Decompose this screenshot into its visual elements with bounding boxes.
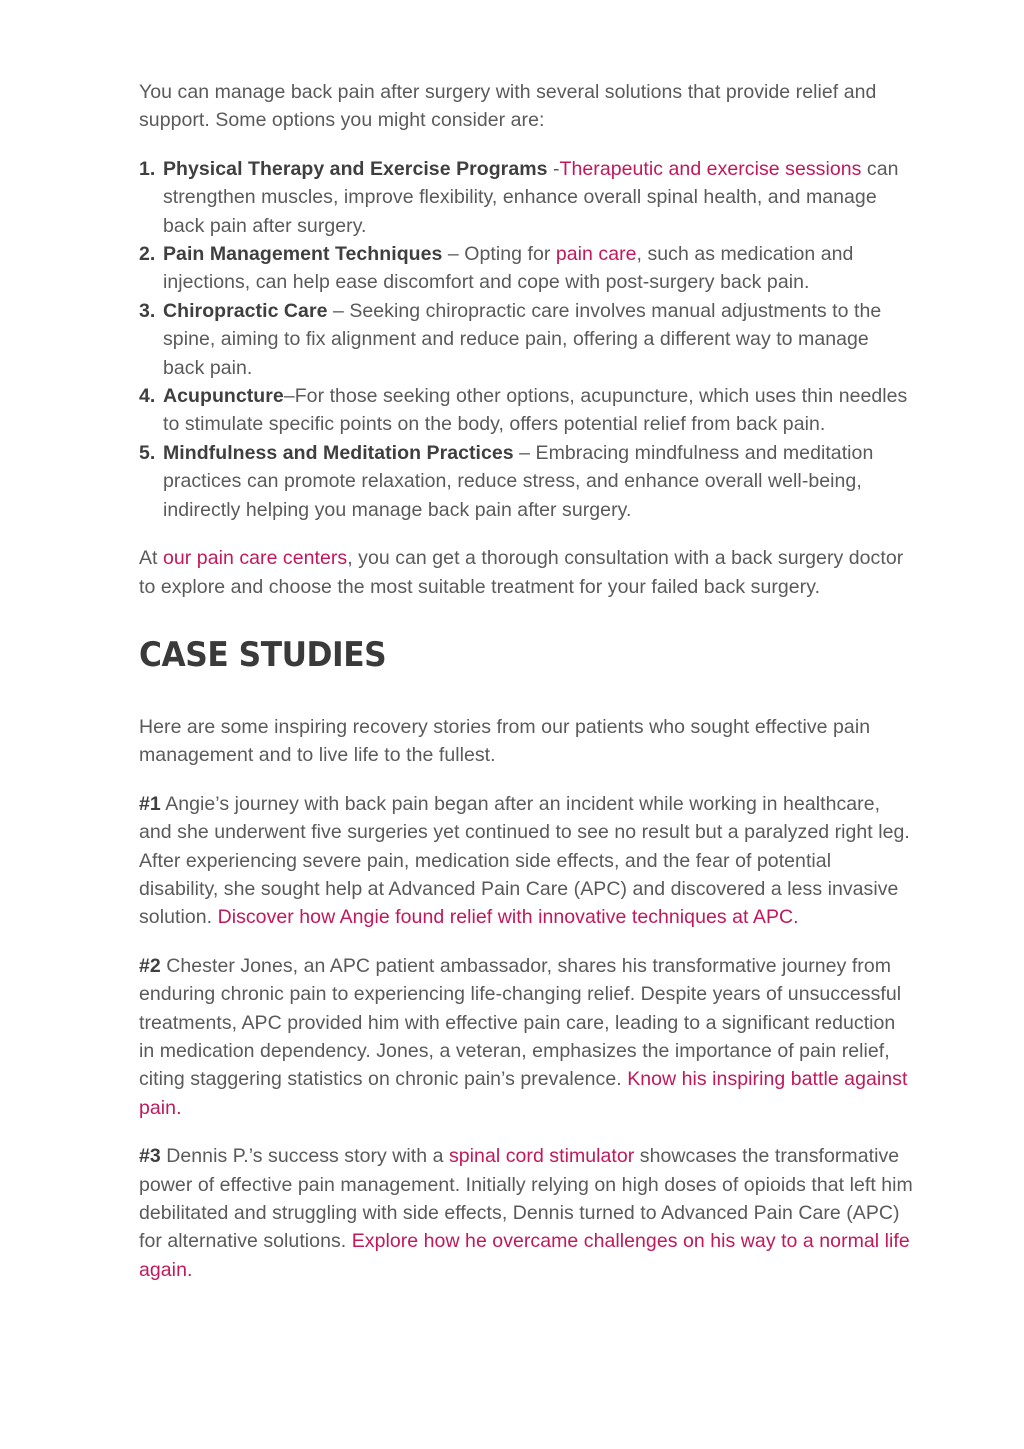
case-tag: #2 bbox=[139, 954, 161, 977]
list-item bbox=[139, 297, 914, 382]
list-number: 2. bbox=[139, 243, 156, 266]
treatment-options-list bbox=[139, 155, 914, 524]
option-text: – Seeking chiropractic care involves manual adjustments to the spine, aiming to fix alignment and reduce pain, offering a different way to manage back pain. bbox=[163, 299, 882, 379]
list-number: 5. bbox=[139, 441, 156, 464]
chester-story-link[interactable]: Know his inspiring battle against pain bbox=[139, 1068, 908, 1119]
option-title: Acupuncture bbox=[163, 385, 284, 408]
list-number: 4. bbox=[139, 385, 156, 408]
list-number: 1. bbox=[139, 157, 156, 180]
case-study-1 bbox=[139, 790, 914, 932]
case-study-2 bbox=[139, 952, 914, 1122]
link-period: . bbox=[793, 906, 799, 929]
option-text-before: – Opting for bbox=[442, 243, 556, 266]
centers-text-after: , you can get a thorough consultation with a back surgery doctor to explore and choose the most suitable treatment for your failed back surgery. bbox=[139, 547, 904, 598]
centers-text-before: At bbox=[139, 547, 163, 570]
pain-care-centers-link[interactable]: our pain care centers bbox=[163, 547, 348, 570]
option-text: –For those seeking other options, acupuncture, which uses thin needles to stimulate specific points on the body, offers potential relief from back pain. bbox=[163, 385, 908, 436]
case-text: Angie’s journey with back pain began after an incident while working in healthcare, and she underwent five surgeries yet continued to see no result but a paralyzed right leg. After experiencing severe pain, medication side effects, and the fear of potential disability, she sought help at Advanced Pain Care (APC) and discovered a less invasive solution. bbox=[139, 792, 910, 929]
list-item bbox=[139, 439, 914, 524]
case-studies-heading: CASE STUDIES bbox=[139, 634, 387, 675]
case-tag: #3 bbox=[139, 1145, 161, 1168]
list-item bbox=[139, 382, 914, 439]
option-title: Mindfulness and Meditation Practices bbox=[163, 441, 514, 464]
case-studies-section bbox=[139, 713, 914, 1284]
option-text: – Embracing mindfulness and meditation practices can promote relaxation, reduce stress, and enhance overall well-being, indirectly helping you manage back pain after surgery. bbox=[163, 441, 874, 521]
case-tag: #1 bbox=[139, 792, 161, 815]
article-content bbox=[139, 78, 914, 1284]
list-item bbox=[139, 155, 914, 240]
therapeutic-sessions-link[interactable]: Therapeutic and exercise sessions bbox=[559, 157, 862, 180]
option-title: Pain Management Techniques bbox=[163, 243, 443, 266]
pain-care-link[interactable]: pain care bbox=[555, 243, 637, 266]
case-study-3 bbox=[139, 1142, 914, 1284]
dennis-story-link[interactable]: Explore how he overcame challenges on his way to a normal life again bbox=[139, 1230, 910, 1281]
option-title: Chiropractic Care bbox=[163, 299, 328, 322]
option-text: can strengthen muscles, improve flexibility, enhance overall spinal health, and manage back pain after surgery. bbox=[163, 157, 899, 237]
option-title: Physical Therapy and Exercise Programs bbox=[163, 157, 548, 180]
link-period: . bbox=[176, 1096, 182, 1119]
list-number: 3. bbox=[139, 299, 156, 322]
case-text: showcases the transformative power of effective pain management. Initially relying on high doses of opioids that left him debilitated and struggling with side effects, Dennis turned to Advanced Pain Care (APC) for alternative solutions. bbox=[139, 1145, 913, 1253]
case-text: Chester Jones, an APC patient ambassador, shares his transformative journey from enduring chronic pain to experiencing life-changing relief. Despite years of unsuccessful treatments, APC provided him with effective pain care, leading to a significant reduction in medication dependency. Jones, a veteran, emphasizes the importance of pain relief, citing staggering statistics on chronic pain’s prevalence. bbox=[139, 954, 902, 1091]
angie-story-link[interactable]: Discover how Angie found relief with innovative techniques at APC bbox=[217, 906, 794, 929]
case-studies-intro: Here are some inspiring recovery stories from our patients who sought effective pain management and to live life to the fullest. bbox=[139, 715, 871, 767]
option-text: , such as medication and injections, can help ease discomfort and cope with post-surgery back pain. bbox=[163, 243, 854, 294]
intro-paragraph: You can manage back pain after surgery with several solutions that provide relief and support. Some options you might consider are: bbox=[139, 81, 877, 132]
list-item bbox=[139, 240, 914, 297]
centers-paragraph bbox=[139, 544, 914, 601]
link-period: . bbox=[186, 1258, 193, 1281]
spinal-cord-stimulator-link[interactable]: spinal cord stimulator bbox=[448, 1145, 635, 1168]
case-text-before: Dennis P.’s success story with a bbox=[160, 1145, 449, 1168]
option-separator: - bbox=[547, 157, 560, 180]
